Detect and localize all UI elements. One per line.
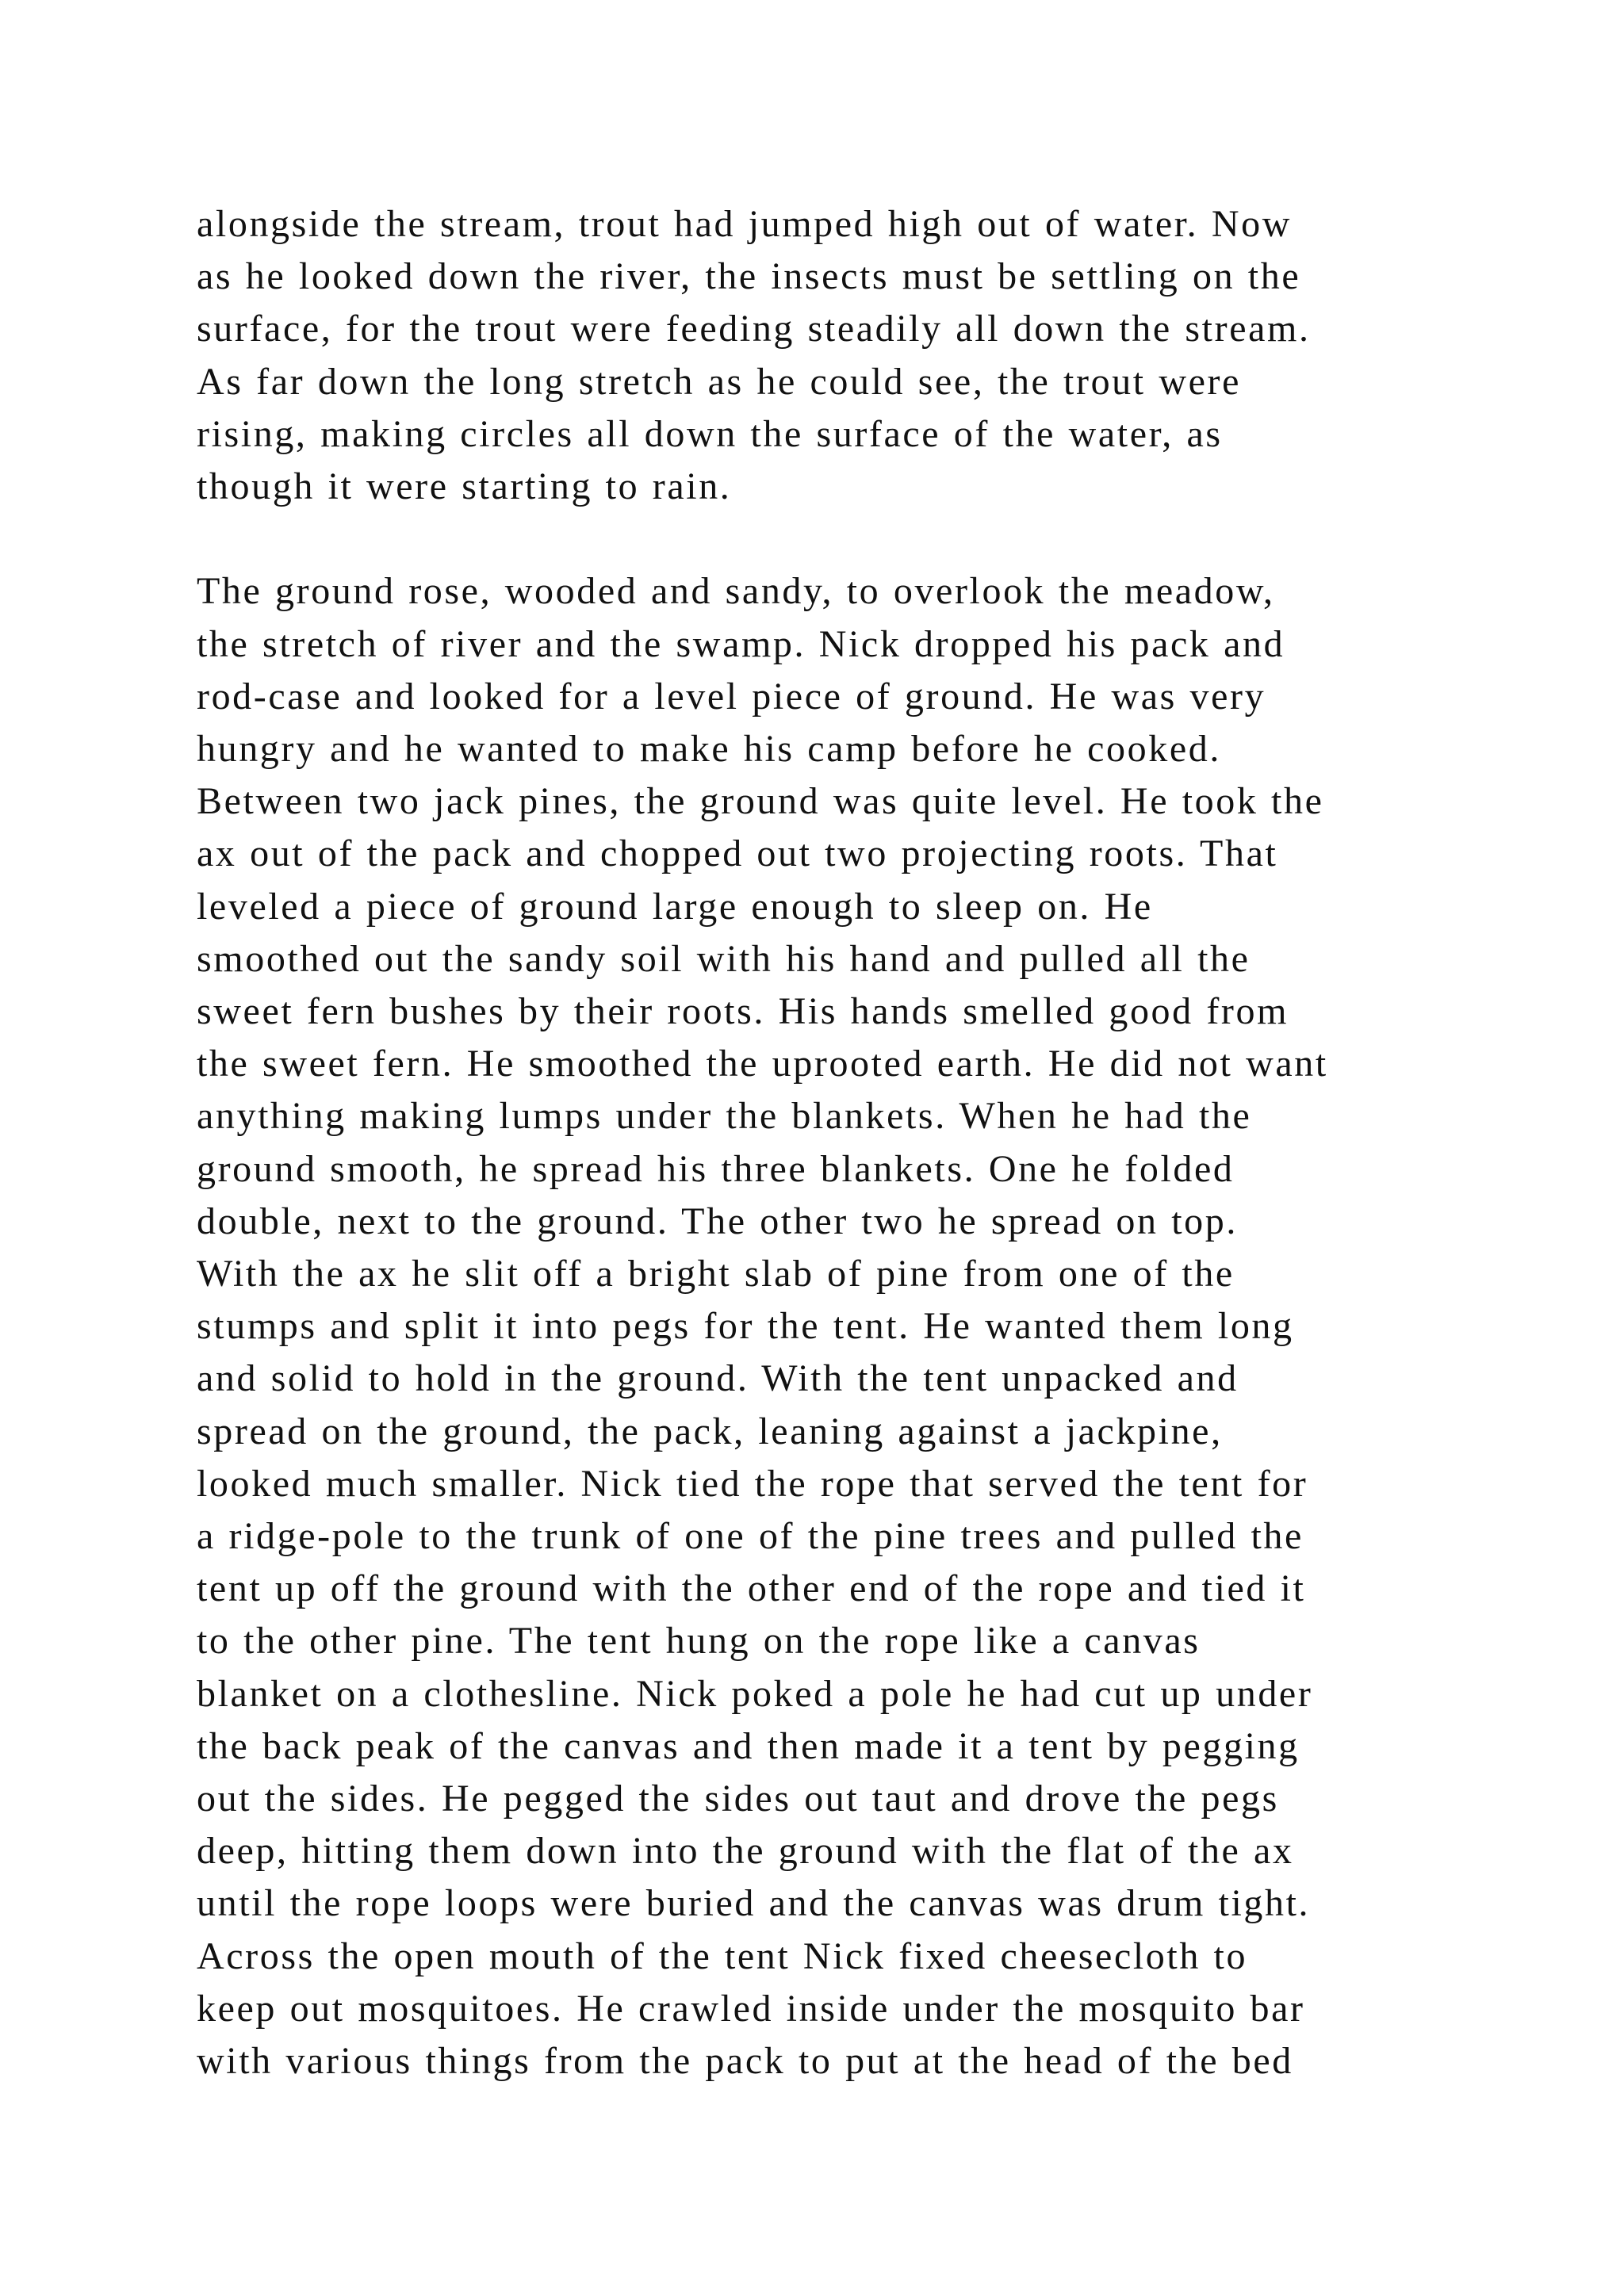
text-line: spread on the ground, the pack, leaning against a jackpine, <box>197 1410 1223 1452</box>
text-line: hungry and he wanted to make his camp before he cooked. <box>197 728 1221 771</box>
text-line: though it were starting to rain. <box>197 465 732 508</box>
text-line: as he looked down the river, the insects must be settling on the <box>197 255 1301 298</box>
text-line: sweet fern bushes by their roots. His hands smelled good from <box>197 990 1289 1033</box>
text-line: the stretch of river and the swamp. Nick dropped his pack and <box>197 622 1285 665</box>
text-line: alongside the stream, trout had jumped high out of water. Now <box>197 203 1293 245</box>
text-line: anything making lumps under the blankets. When he had the <box>197 1095 1252 1138</box>
text-line: the back peak of the canvas and then made it a tent by pegging <box>197 1724 1300 1767</box>
text-line: until the rope loops were buried and the canvas was drum tight. <box>197 1882 1311 1925</box>
text-line: leveled a piece of ground large enough to sleep on. He <box>197 885 1153 928</box>
text-line: rising, making circles all down the surface of the water, as <box>197 412 1223 455</box>
text-line: rod-case and looked for a level piece of ground. He was very <box>197 675 1266 718</box>
text-line: tent up off the ground with the other end of the rope and tied it <box>197 1567 1306 1610</box>
paragraph <box>197 565 1481 2087</box>
text-line: to the other pine. The tent hung on the rope like a canvas <box>197 1620 1201 1663</box>
text-line: keep out mosquitoes. He crawled inside under the mosquito bar <box>197 1987 1305 2030</box>
text-line: smoothed out the sandy soil with his hand and pulled all the <box>197 937 1251 980</box>
text-line: and solid to hold in the ground. With the tent unpacked and <box>197 1357 1239 1400</box>
paragraph <box>197 198 1481 513</box>
text-line: a ridge-pole to the trunk of one of the pine trees and pulled the <box>197 1515 1304 1558</box>
text-line: With the ax he slit off a bright slab of pine from one of the <box>197 1253 1235 1295</box>
text-line: deep, hitting them down into the ground with the flat of the ax <box>197 1830 1294 1873</box>
text-line: the sweet fern. He smoothed the uprooted earth. He did not want <box>197 1043 1328 1085</box>
text-line: ax out of the pack and chopped out two projecting roots. That <box>197 832 1278 875</box>
text-line: The ground rose, wooded and sandy, to overlook the meadow, <box>197 570 1275 613</box>
body-text <box>197 198 1481 2087</box>
text-line: ground smooth, he spread his three blankets. One he folded <box>197 1147 1235 1190</box>
text-line: blanket on a clothesline. Nick poked a pole he had cut up under <box>197 1672 1313 1715</box>
text-line: double, next to the ground. The other two he spread on top. <box>197 1200 1238 1242</box>
text-line: with various things from the pack to put at the head of the bed <box>197 2040 1293 2083</box>
text-line: looked much smaller. Nick tied the rope that served the tent for <box>197 1462 1308 1505</box>
text-line: surface, for the trout were feeding steadily all down the stream. <box>197 308 1311 350</box>
text-line: stumps and split it into pegs for the tent. He wanted them long <box>197 1305 1294 1348</box>
text-line: out the sides. He pegged the sides out taut and drove the pegs <box>197 1777 1279 1820</box>
text-line: Across the open mouth of the tent Nick fixed cheesecloth to <box>197 1934 1248 1977</box>
text-line: As far down the long stretch as he could see, the trout were <box>197 360 1241 403</box>
text-line: Between two jack pines, the ground was quite level. He took the <box>197 780 1324 823</box>
